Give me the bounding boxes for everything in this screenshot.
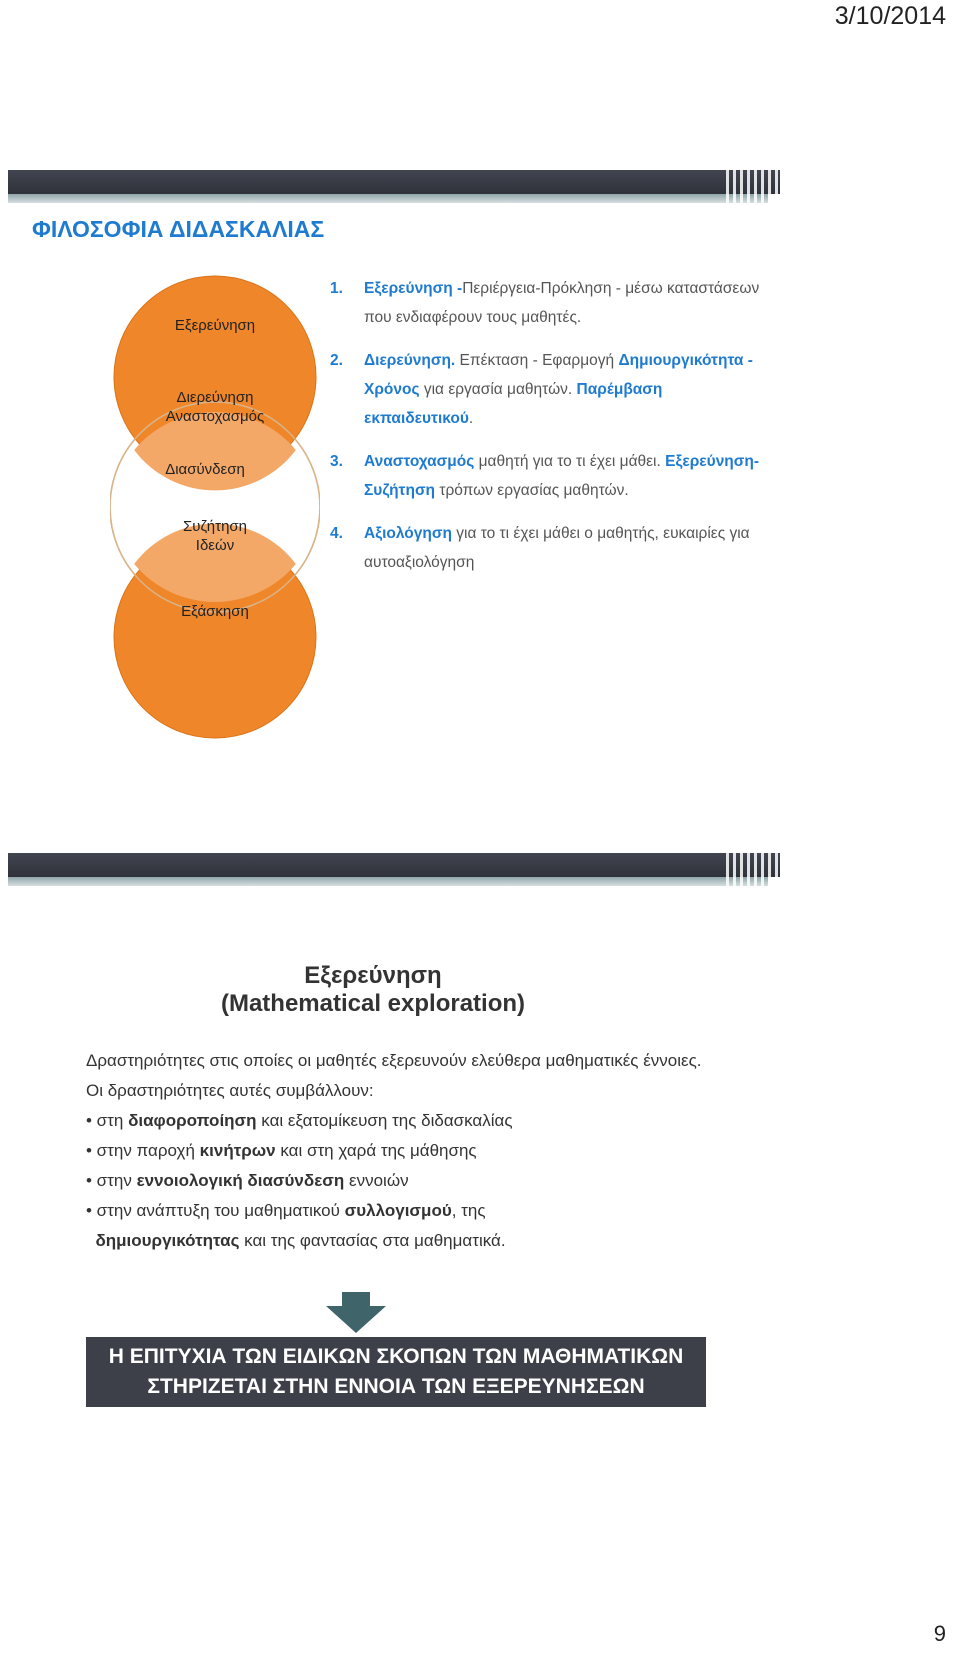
- bullet-keyword: συλλογισμού: [344, 1201, 452, 1220]
- slide-header-bar: [8, 853, 780, 877]
- venn-label-investigation: Διερεύνηση: [176, 389, 254, 406]
- slide-title-line1: Εξερεύνηση: [304, 962, 442, 989]
- slide-header-stripes: [726, 853, 788, 886]
- slide-header-bar: [8, 170, 780, 194]
- venn-label-reflection: Αναστοχασμός: [165, 408, 265, 425]
- step-keyword: Εξερεύνηση -: [364, 280, 463, 297]
- step-text: τρόπων εργασίας μαθητών.: [435, 482, 629, 499]
- step-4: [330, 519, 770, 577]
- bullet-text: • στη: [86, 1111, 129, 1130]
- slide-title: [8, 962, 738, 1018]
- bullet-item: [86, 1166, 706, 1196]
- intro-text: Δραστηριότητες στις οποίες οι μαθητές εξερευνούν ελεύθερα μαθηματικές έννοιες. Οι δραστηριότητες αυτές συμβάλλουν:: [86, 1051, 702, 1100]
- step-text: για εργασία μαθητών.: [419, 381, 577, 398]
- page-number: 9: [933, 1621, 946, 1646]
- bullet-keyword: εννοιολογική διασύνδεση: [136, 1171, 345, 1190]
- bullet-text: και της φαντασίας στα μαθηματικά.: [239, 1231, 506, 1250]
- slide-header-accent: [8, 194, 768, 203]
- bullet-text: και εξατομίκευση της διδασκαλίας: [256, 1111, 513, 1130]
- venn-label-discussion: Συζήτηση: [182, 518, 248, 535]
- step-keyword: Αξιολόγηση: [364, 525, 452, 542]
- page-date: 3/10/2014: [834, 2, 946, 30]
- bullet-text: • στην: [86, 1171, 137, 1190]
- venn-label-ideas: Ιδεών: [195, 537, 235, 554]
- step-text: .: [468, 410, 474, 427]
- bullet-item: [86, 1196, 706, 1256]
- slide-philosophy: [8, 170, 788, 730]
- step-text: Επέκταση - Εφαρμογή: [455, 352, 619, 369]
- step-number: 4.: [330, 525, 343, 542]
- venn-label-practice: Εξάσκηση: [181, 603, 249, 620]
- down-arrow-icon: [324, 1292, 388, 1334]
- bullet-keyword: κινήτρων: [199, 1141, 276, 1160]
- slide-header-accent: [8, 877, 768, 886]
- bullet-text: , της: [451, 1201, 486, 1220]
- slide-title: ΦΙΛΟΣΟΦΙΑ ΔΙΔΑΣΚΑΛΙΑΣ: [32, 216, 325, 242]
- step-1: [330, 274, 770, 332]
- step-3: [330, 447, 770, 505]
- banner-line2: ΣΤΗΡΙΖΕΤΑΙ ΣΤΗΝ ΕΝΝΟΙΑ ΤΩΝ ΕΞΕΡΕΥΝΗΣΕΩΝ: [147, 1375, 645, 1398]
- step-number: 1.: [330, 280, 343, 297]
- banner-line1: Η ΕΠΙΤΥΧΙΑ ΤΩΝ ΕΙΔΙΚΩΝ ΣΚΟΠΩΝ ΤΩΝ ΜΑΘΗΜΑΤΙΚΩΝ: [108, 1345, 684, 1368]
- step-keyword: Εξερεύνηση-Συζήτηση: [364, 453, 760, 499]
- steps-list: [330, 274, 770, 591]
- step-keyword: Αναστοχασμός: [364, 453, 475, 470]
- step-text: Περιέργεια-Πρόκληση - μέσω καταστάσεων που ενδιαφέρουν τους μαθητές.: [364, 280, 760, 326]
- exploration-description: [86, 1046, 706, 1256]
- venn-label-exploration: Εξερεύνηση: [174, 317, 256, 334]
- step-2: [330, 346, 770, 433]
- bullet-keyword: διαφοροποίηση: [128, 1111, 257, 1130]
- bullet-text: • στην ανάπτυξη του μαθηματικού: [86, 1201, 345, 1220]
- slide-header-stripes: [726, 170, 788, 203]
- bullet-text: και στη χαρά της μάθησης: [275, 1141, 477, 1160]
- venn-circles: [110, 272, 320, 742]
- bullet-item: [86, 1136, 706, 1166]
- venn-label-connection: Διασύνδεση: [165, 461, 245, 478]
- bullet-keyword: δημιουργικότητας: [95, 1231, 240, 1250]
- step-number: 2.: [330, 352, 343, 369]
- slide-exploration: [8, 900, 788, 1460]
- conclusion-banner: [86, 1337, 706, 1407]
- bullet-item: [86, 1106, 706, 1136]
- bullet-text: • στην παροχή: [86, 1141, 200, 1160]
- step-text: μαθητή για το τι έχει μάθει.: [474, 453, 666, 470]
- step-keyword: Δημιουργικότητα - Χρόνος: [364, 352, 753, 398]
- bullet-text: εννοιών: [344, 1171, 409, 1190]
- step-text: για το τι έχει μάθει ο μαθητής, ευκαιρίες για αυτοαξιολόγηση: [364, 525, 750, 571]
- step-keyword: Διερεύνηση.: [364, 352, 456, 369]
- slide-title-line2: (Mathematical exploration): [220, 990, 526, 1017]
- venn-diagram: [110, 272, 320, 742]
- step-keyword: Παρέμβαση εκπαιδευτικού: [364, 381, 663, 427]
- step-number: 3.: [330, 453, 343, 470]
